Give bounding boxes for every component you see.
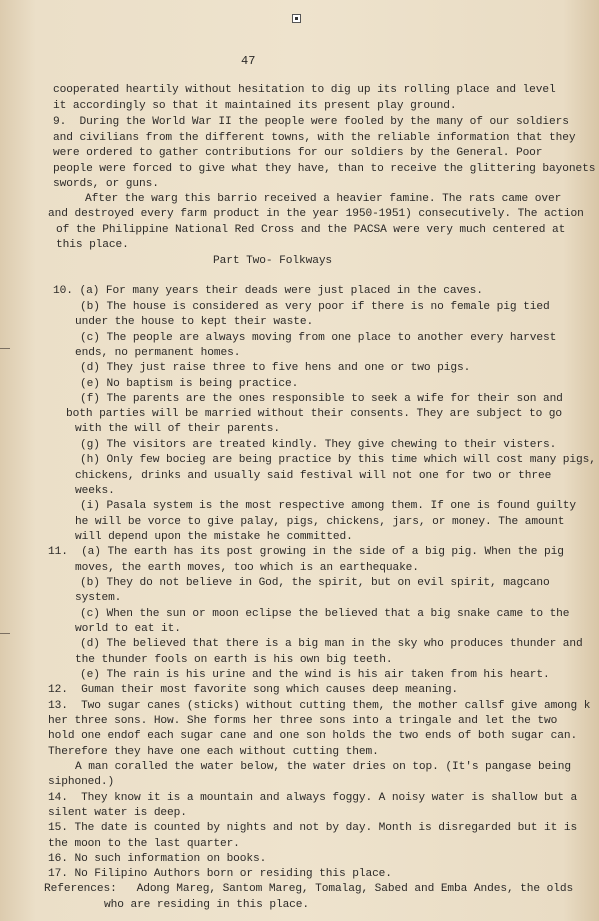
text-line: with the will of their parents.	[75, 423, 281, 435]
text-line: (d) They just raise three to five hens and one or two pigs.	[80, 362, 471, 374]
text-line: will depend upon the mistake he committed.	[75, 531, 353, 543]
text-line: the thunder fools on earth is his own big teeth.	[75, 654, 393, 666]
text-line: (f) The parents are the ones responsible to seek a wife for their son and	[80, 393, 563, 405]
text-line: (h) Only few bocieg are being practice by this time which will cost many pigs,	[80, 454, 596, 466]
text-line: 17. No Filipino Authors born or residing this place.	[48, 868, 392, 880]
text-line: (g) The visitors are treated kindly. They give chewing to their visters.	[80, 439, 557, 451]
text-line: who are residing in this place.	[104, 899, 310, 911]
text-line: swords, or guns.	[53, 178, 159, 190]
text-line: people were forced to give what they have, than to receive the glittering bayonets	[53, 163, 596, 175]
text-line: (d) The believed that there is a big man in the sky who produces thunder and	[80, 638, 583, 650]
text-line: 15. The date is counted by nights and not by day. Month is disregarded but it is	[48, 822, 578, 834]
text-line: References: Adong Mareg, Santom Mareg, Tomalag, Sabed and Emba Andes, the olds	[44, 883, 574, 895]
text-line: he will be vorce to give palay, pigs, chickens, jars, or money. The amount	[75, 516, 565, 528]
text-line: both parties will be married without their consents. They are subject to go	[66, 408, 563, 420]
text-line: and destroyed every farm product in the year 1950-1951) consecutively. The action	[48, 208, 584, 220]
text-line: siphoned.)	[48, 776, 115, 788]
text-line: 9. During the World War II the people were fooled by the many of our soldiers	[53, 116, 569, 128]
text-line: cooperated heartily without hesitation to dig up its rolling place and level	[53, 84, 556, 96]
text-line: system.	[75, 592, 122, 604]
text-line: (e) No baptism is being practice.	[80, 378, 299, 390]
text-line: her three sons. How. She forms her three sons into a tringale and let the two	[48, 715, 558, 727]
text-line: (e) The rain is his urine and the wind is his air taken from his heart.	[80, 669, 550, 681]
text-line: under the house to kept their waste.	[75, 316, 314, 328]
text-line: (i) Pasala system is the most respective among them. If one is found guilty	[80, 500, 577, 512]
text-line: this place.	[56, 239, 129, 251]
text-line: were ordered to gather contributions for our soldiers by the General. Poor	[53, 147, 543, 159]
text-line: (c) When the sun or moon eclipse the believed that a big snake came to the	[80, 608, 570, 620]
text-line: world to eat it.	[75, 623, 181, 635]
text-line: of the Philippine National Red Cross and the PACSA were very much centered at	[56, 224, 566, 236]
text-line: chickens, drinks and usually said festival will not one for two or three	[75, 470, 552, 482]
text-line: moves, the earth moves, too which is an earthequake.	[75, 562, 419, 574]
section-heading: Part Two- Folkways	[213, 255, 333, 267]
text-line: 11. (a) The earth has its post growing in the side of a big pig. When the pig	[48, 546, 564, 558]
text-line: A man coralled the water below, the water dries on top. (It's pangase being	[75, 761, 572, 773]
text-line: it accordingly so that it maintained its present play ground.	[53, 100, 457, 112]
text-line: 16. No such information on books.	[48, 853, 267, 865]
page-number: 47	[241, 54, 256, 68]
text-line: ends, no permanent homes.	[75, 347, 241, 359]
text-line: 10. (a) For many years their deads were just placed in the caves.	[53, 285, 483, 297]
text-line: 12. Guman their most favorite song which causes deep meaning.	[48, 684, 459, 696]
margin-mark	[0, 633, 10, 634]
text-line: (b) The house is considered as very poor if there is no female pig tied	[80, 301, 550, 313]
text-line: the moon to the last quarter.	[48, 838, 240, 850]
text-line: weeks.	[75, 485, 115, 497]
text-line: (c) The people are always moving from one place to another every harvest	[80, 332, 557, 344]
text-line: Therefore they have one each without cutting them.	[48, 746, 379, 758]
text-line: (b) They do not believe in God, the spirit, but on evil spirit, magcano	[80, 577, 550, 589]
margin-mark	[0, 348, 10, 349]
pin-icon	[292, 14, 301, 23]
text-line: After the warg this barrio received a heavier famine. The rats came over	[85, 193, 562, 205]
text-line: 13. Two sugar canes (sticks) without cutting them, the mother callsf give among k	[48, 700, 591, 712]
text-line: 14. They know it is a mountain and always foggy. A noisy water is shallow but a	[48, 792, 578, 804]
text-line: silent water is deep.	[48, 807, 187, 819]
text-line: hold one endof each sugar cane and one son holds the two ends of both sugar can.	[48, 730, 578, 742]
text-line: and civilians from the different towns, with the reliable information that they	[53, 132, 576, 144]
